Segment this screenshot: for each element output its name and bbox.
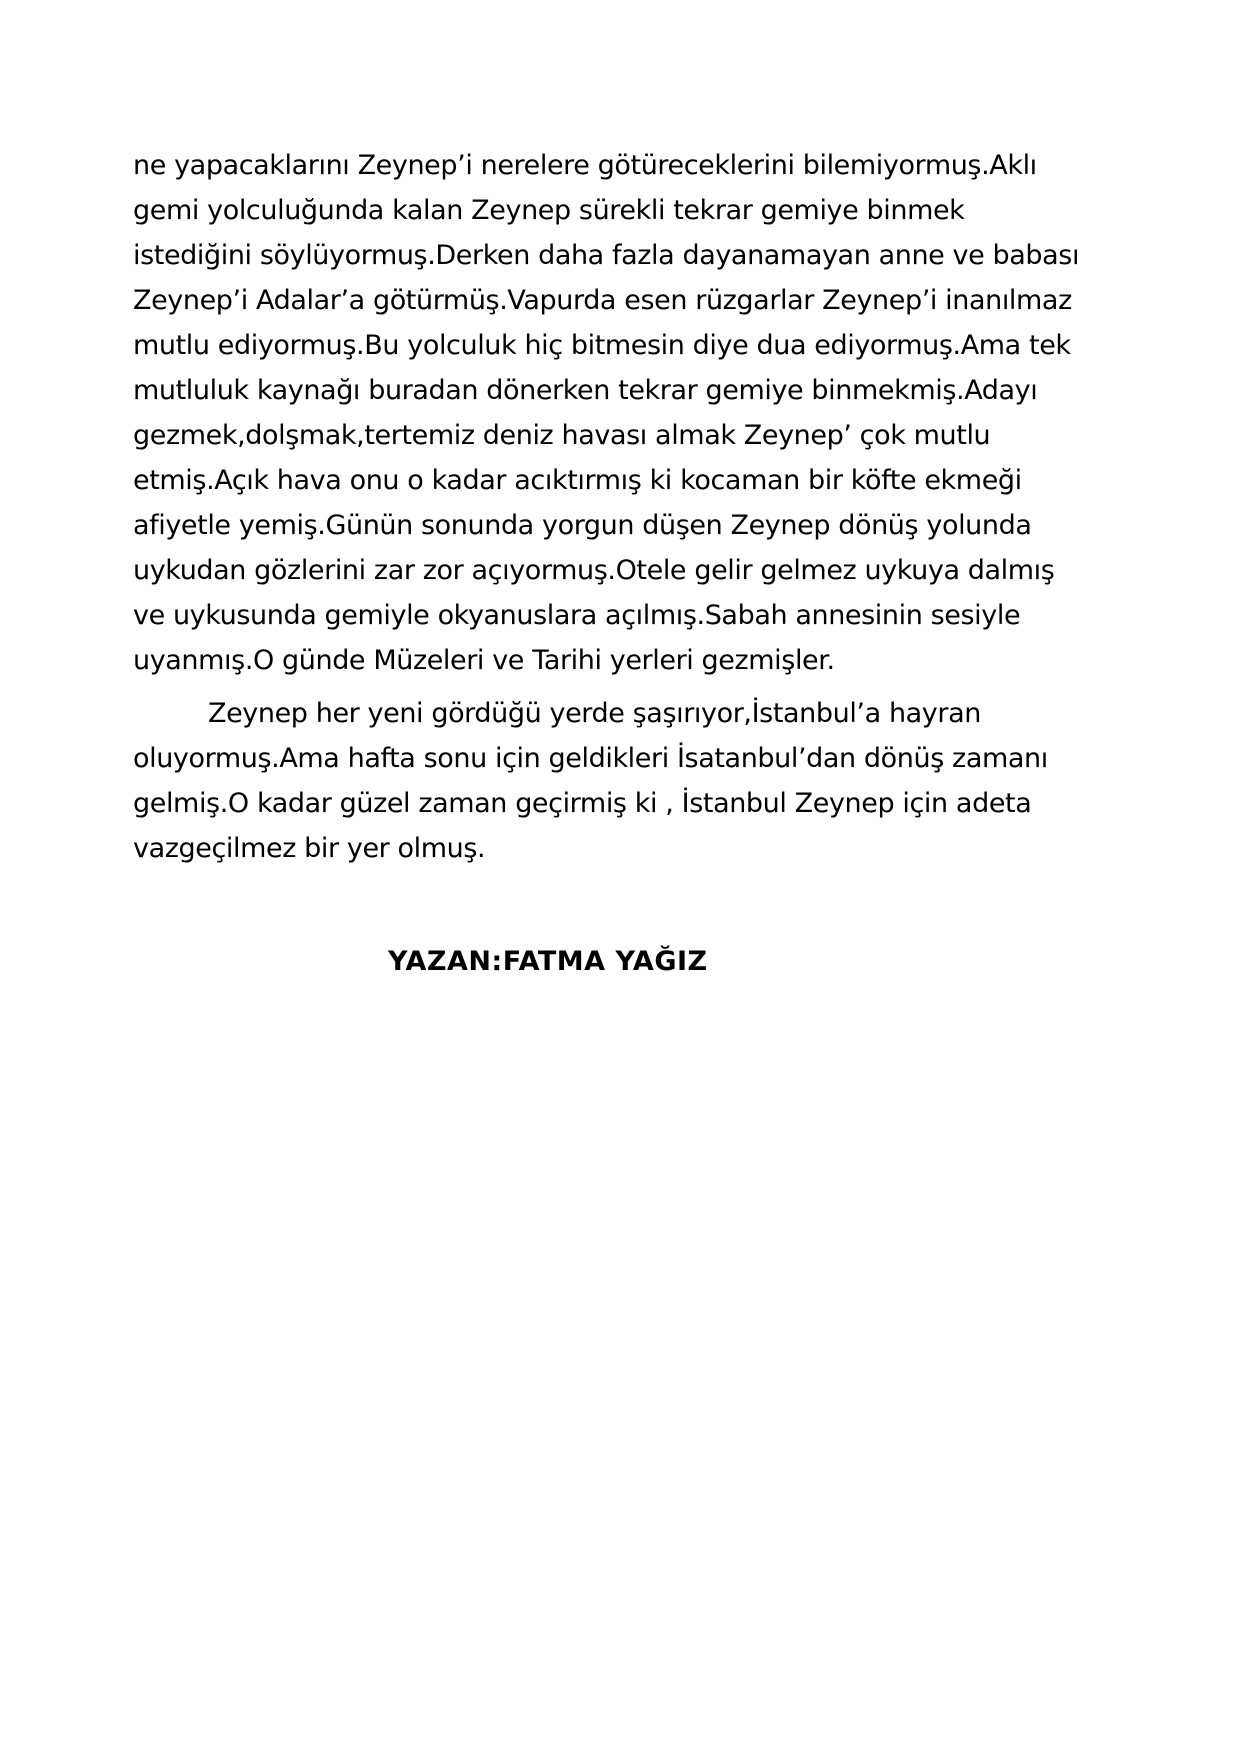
story-paragraph-2	[133, 691, 1123, 871]
text-line: mutlu ediyormuş.Bu yolculuk hiç bitmesin diye dua ediyormuş.Ama tek	[133, 330, 1071, 361]
text-line: etmiş.Açık hava onu o kadar acıktırmış ki kocaman bir köfte ekmeği	[133, 465, 1022, 496]
author-byline: YAZAN:FATMA YAĞIZ	[388, 946, 708, 977]
text-line: oluyormuş.Ama hafta sonu için geldikleri İsatanbul’dan dönüş zamanı	[133, 743, 1048, 774]
text-line: gelmiş.O kadar güzel zaman geçirmiş ki , İstanbul Zeynep için adeta	[133, 788, 1032, 819]
text-line: Zeynep her yeni gördüğü yerde şaşırıyor,İstanbul’a hayran	[208, 698, 981, 729]
text-line: afiyetle yemiş.Günün sonunda yorgun düşen Zeynep dönüş yolunda	[133, 510, 1032, 541]
text-line: uyanmış.O günde Müzeleri ve Tarihi yerleri gezmişler.	[133, 645, 835, 676]
text-line: vazgeçilmez bir yer olmuş.	[133, 833, 486, 864]
text-line: ne yapacaklarını Zeynep’i nerelere götüreceklerini bilemiyormuş.Aklı	[133, 150, 1037, 181]
text-line: mutluluk kaynağı buradan dönerken tekrar gemiye binmekmiş.Adayı	[133, 375, 1038, 406]
text-line: istediğini söylüyormuş.Derken daha fazla dayanamayan anne ve babası	[133, 240, 1080, 271]
text-block	[133, 143, 1123, 984]
text-line: ve uykusunda gemiyle okyanuslara açılmış.Sabah annesinin sesiyle	[133, 600, 1021, 631]
text-line: gezmek,dolşmak,tertemiz deniz havası almak Zeynep’ çok mutlu	[133, 420, 991, 451]
text-line: Zeynep’i Adalar’a götürmüş.Vapurda esen rüzgarlar Zeynep’i inanılmaz	[133, 285, 1072, 316]
text-line: uykudan gözlerini zar zor açıyormuş.Otele gelir gelmez uykuya dalmış	[133, 555, 1055, 586]
story-paragraph-1	[133, 143, 1123, 683]
text-line: gemi yolculuğunda kalan Zeynep sürekli tekrar gemiye binmek	[133, 195, 965, 226]
